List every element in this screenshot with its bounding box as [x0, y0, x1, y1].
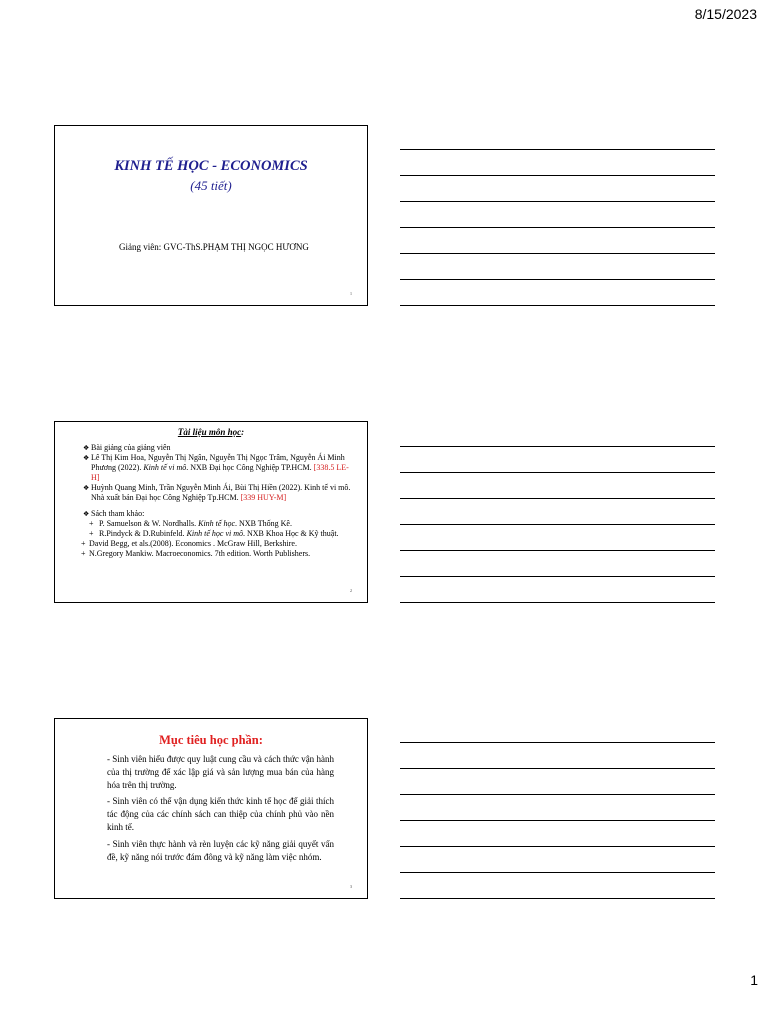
slide-thumbnail-3 — [54, 718, 368, 899]
list-item: ❖ Sách tham khảo: — [83, 509, 145, 518]
diamond-bullet-icon: ❖ — [83, 454, 90, 462]
note-line — [400, 550, 715, 551]
note-line — [400, 898, 715, 899]
objective-paragraph: - Sinh viên có thể vận dụng kiến thức kinh tế học để giải thích tác động của các chính sách can thiệp của chính phủ vào nền kinh tế. — [107, 796, 334, 832]
list-item: ❖ Huỳnh Quang Minh, Trần Nguyễn Minh Ái, Bùi Thị Hiền (2022). Kinh tế vi mô. Nhà xuất bản Đại học Công Nghiệp Tp.HCM. [339 HUY-M] — [83, 483, 351, 502]
note-line — [400, 524, 715, 525]
objective-paragraph: - Sinh viên hiểu được quy luật cung cầu và cách thức vận hành của thị trường để xác lập giá và sản lượng mua bán của hàng hóa trên thị trường. — [107, 754, 334, 790]
lecturer-name: Giảng viên: GVC-ThS.PHẠM THỊ NGỌC HƯƠNG — [119, 242, 309, 252]
note-line — [400, 175, 715, 176]
note-line — [400, 498, 715, 499]
note-line — [400, 794, 715, 795]
list-item: ❖ Bài giảng của giảng viên — [83, 443, 171, 452]
print-date: 8/15/2023 — [694, 6, 757, 22]
note-line — [400, 846, 715, 847]
slide-number: 1 — [350, 291, 352, 296]
note-line — [400, 305, 715, 306]
note-line — [400, 576, 715, 577]
slide-number: 2 — [350, 588, 352, 593]
library-code: [338.5 LE-H] — [91, 463, 349, 482]
diamond-bullet-icon: ❖ — [83, 484, 90, 492]
library-code: [339 HUY-M] — [240, 493, 287, 502]
reference-item: + N.Gregory Mankiw. Macroeconomics. 7th edition. Worth Publishers. — [81, 549, 311, 558]
course-title: KINH TẾ HỌC - ECONOMICS — [114, 158, 308, 174]
note-line — [400, 201, 715, 202]
note-line — [400, 472, 715, 473]
slide-thumbnail-1 — [54, 125, 368, 306]
note-line — [400, 820, 715, 821]
reference-item: + P. Samuelson & W. Nordhalls. Kinh tế học. NXB Thống Kê. — [89, 519, 292, 528]
objective-paragraph: - Sinh viên thực hành và rèn luyện các kỹ năng giải quyết vấn đề, kỹ năng nói trước đám đông và kỹ năng làm việc nhóm. — [107, 838, 334, 862]
list-item: ❖ Lê Thị Kim Hoa, Nguyễn Thị Ngân, Nguyễn Thị Ngọc Trâm, Nguyễn Ái Minh Phương (2022). Kinh tế vi mô. NXB Đại học Công Nghiệp TP.HCM. [338.5 LE-H] — [83, 453, 349, 482]
note-line — [400, 253, 715, 254]
note-line — [400, 742, 715, 743]
materials-list — [83, 443, 357, 559]
note-line — [400, 446, 715, 447]
objectives-body — [107, 753, 334, 867]
note-line — [400, 602, 715, 603]
slide-thumbnail-2 — [54, 421, 368, 603]
diamond-bullet-icon: ❖ — [83, 510, 90, 518]
objectives-heading: Mục tiêu học phần: — [159, 733, 263, 747]
reference-item: + R.Pindyck & D.Rubinfeld. Kinh tế học vi mô. NXB Khoa Học & Kỹ thuật. — [89, 529, 339, 538]
slide-number: 3 — [350, 884, 352, 889]
page-number: 1 — [750, 972, 758, 988]
materials-heading: Tài liệu môn học: — [177, 427, 245, 437]
note-line — [400, 768, 715, 769]
course-hours: (45 tiết) — [190, 178, 232, 193]
note-line — [400, 227, 715, 228]
note-line — [400, 872, 715, 873]
diamond-bullet-icon: ❖ — [83, 444, 90, 452]
reference-item: + David Begg, et als.(2008). Economics . McGraw Hill, Berkshire. — [81, 539, 297, 548]
note-line — [400, 279, 715, 280]
note-line — [400, 149, 715, 150]
